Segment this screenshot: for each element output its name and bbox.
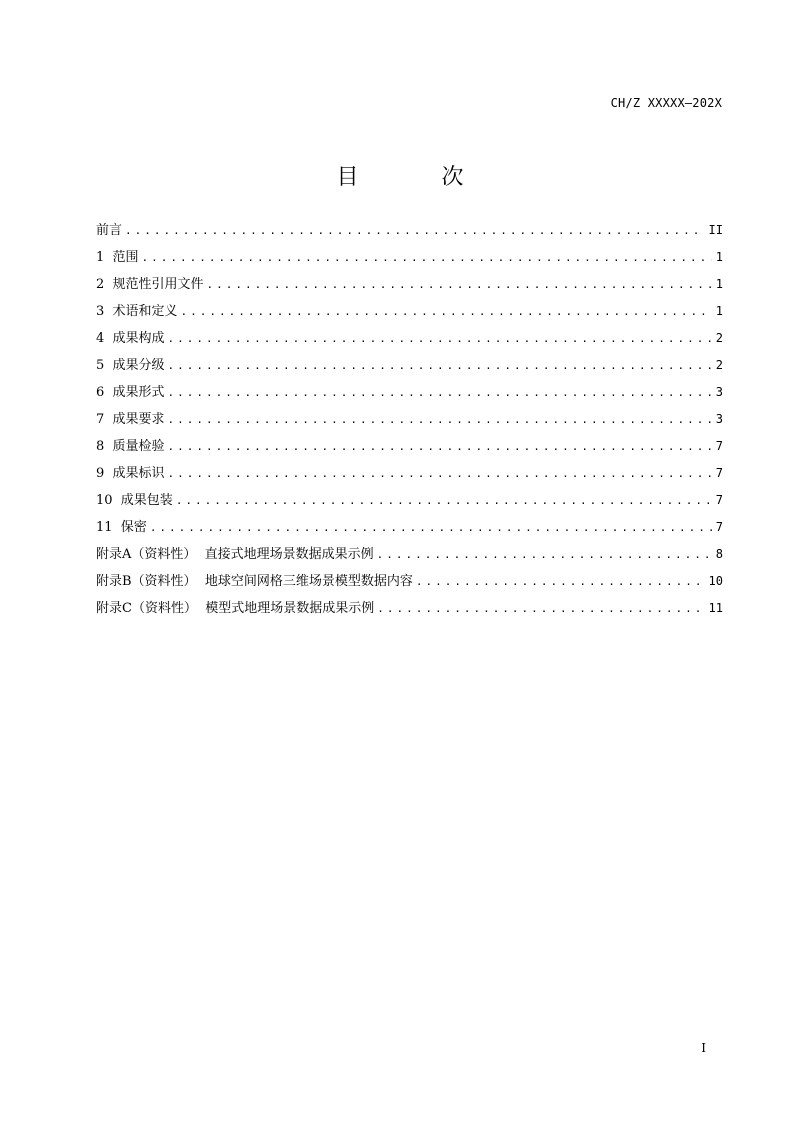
toc-leader-dots [207,275,712,295]
page-number: I [701,1041,706,1055]
toc-entry-label: 附录B（资料性） 地球空间网格三维场景模型数据内容 [96,574,413,589]
toc-title: 目 次 [336,165,502,190]
toc-entry-scope[interactable] [96,247,723,274]
toc-entry-terms-definitions[interactable] [96,301,723,328]
toc-leader-dots [168,329,712,349]
toc-entry-label: 附录A（资料性） 直接式地理场景数据成果示例 [96,547,374,562]
toc-entry-label: 6 成果形式 [96,385,165,400]
toc-entry-label: 4 成果构成 [96,331,165,346]
toc-entry-normative-references[interactable] [96,274,723,301]
table-of-contents [96,220,723,625]
toc-entry-page: 11 [708,601,723,615]
toc-entry-appendix-b[interactable] [96,571,723,598]
toc-entry-appendix-a[interactable] [96,544,723,571]
toc-entry-composition[interactable] [96,328,723,355]
toc-entry-page: 7 [715,439,723,453]
toc-entry-page: 7 [715,466,723,480]
toc-entry-page: 1 [715,304,723,318]
toc-entry-requirements[interactable] [96,409,723,436]
toc-entry-page: 1 [715,250,723,264]
toc-entry-label: 附录C（资料性） 模型式地理场景数据成果示例 [96,601,375,616]
toc-entry-label: 7 成果要求 [96,412,165,427]
toc-entry-label: 8 质量检验 [96,439,165,454]
toc-entry-label: 9 成果标识 [96,466,165,481]
toc-leader-dots [168,410,712,430]
toc-leader-dots [377,545,712,565]
toc-entry-page: 2 [715,358,723,372]
toc-entry-confidentiality[interactable] [96,517,723,544]
toc-leader-dots [150,518,712,538]
toc-entry-page: 1 [715,277,723,291]
toc-entry-form[interactable] [96,382,723,409]
toc-leader-dots [125,221,705,241]
toc-entry-page: 7 [715,520,723,534]
toc-entry-page: 8 [715,547,723,561]
toc-entry-page: 3 [715,412,723,426]
toc-leader-dots [181,302,712,322]
toc-leader-dots [142,248,712,268]
toc-entry-identification[interactable] [96,463,723,490]
toc-leader-dots [377,599,704,619]
toc-entry-label: 10 成果包装 [96,493,173,508]
toc-entry-quality-inspection[interactable] [96,436,723,463]
toc-entry-page: 10 [708,574,723,588]
toc-leader-dots [416,572,705,592]
toc-entry-appendix-c[interactable] [96,598,723,625]
toc-entry-grading[interactable] [96,355,723,382]
standard-code: CH/Z XXXXX—202X [610,96,722,110]
toc-entry-foreword[interactable] [96,220,723,247]
toc-entry-label: 5 成果分级 [96,358,165,373]
toc-entry-label: 3 术语和定义 [96,304,178,319]
toc-entry-label: 2 规范性引用文件 [96,277,204,292]
toc-leader-dots [176,491,712,511]
toc-entry-label: 1 范围 [96,250,139,265]
toc-leader-dots [168,437,712,457]
toc-entry-page: 3 [715,385,723,399]
toc-entry-page: II [708,223,723,237]
toc-entry-label: 前言 [96,223,123,238]
toc-leader-dots [168,464,712,484]
toc-leader-dots [168,383,712,403]
toc-entry-page: 7 [715,493,723,507]
toc-entry-page: 2 [715,331,723,345]
toc-leader-dots [168,356,712,376]
toc-entry-label: 11 保密 [96,520,147,535]
toc-entry-packaging[interactable] [96,490,723,517]
